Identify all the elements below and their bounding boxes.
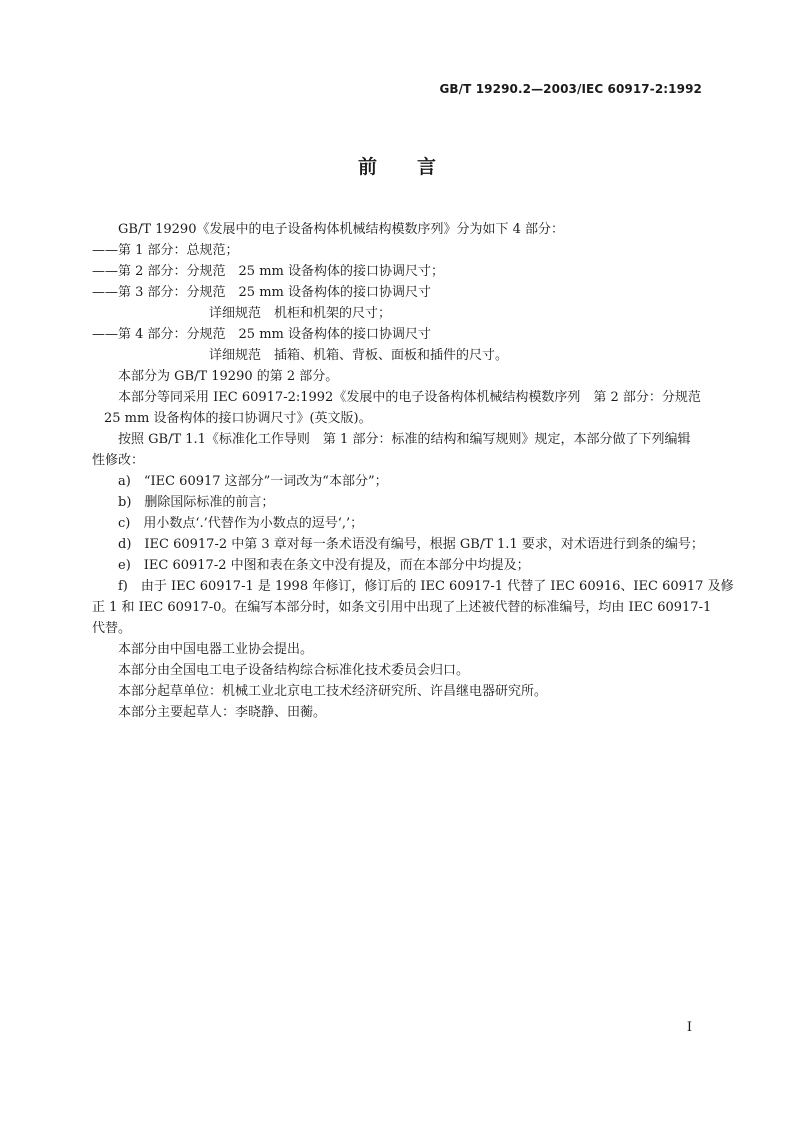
list-item-part-4: ——第 4 部分：分规范 25 mm 设备构体的接口协调尺寸 (92, 327, 431, 342)
preface-body (92, 219, 734, 723)
list-item-d: d) IEC 60917-2 中第 3 章对每一条术语没有编号，根据 GB/T 1.1 要求，对术语进行到条的编号； (118, 537, 704, 552)
list-item-f-cont: 代替。 (92, 621, 132, 636)
text-line: 本部分起草单位：机械工业北京电工技术经济研究所、许昌继电器研究所。 (118, 684, 548, 699)
text-line: 25 mm 设备构体的接口协调尺寸》(英文版)。 (104, 411, 372, 426)
list-item-part-1: ——第 1 部分：总规范； (92, 243, 239, 258)
list-item-a: a) “IEC 60917 这部分”一词改为“本部分”； (118, 474, 388, 489)
page-number: I (686, 1020, 692, 1035)
list-item-part-3-detail: 详细规范 机柜和机架的尺寸； (209, 306, 392, 321)
list-item-c: c) 用小数点‘.’代替作为小数点的逗号‘,’； (118, 516, 364, 531)
text-line: GB/T 19290《发展中的电子设备构体机械结构模数序列》分为如下 4 部分： (118, 222, 565, 237)
list-item-part-4-detail: 详细规范 插箱、机箱、背板、面板和插件的尺寸。 (209, 348, 509, 363)
text-line: 本部分主要起草人：李晓静、田蘅。 (118, 705, 327, 720)
text-line: 本部分由全国电工电子设备结构综合标准化技术委员会归口。 (118, 663, 470, 678)
page-title: 前言 (357, 156, 476, 178)
standard-number-header: GB/T 19290.2—2003/IEC 60917-2:1992 (439, 82, 702, 96)
text-line: 本部分由中国电器工业协会提出。 (118, 642, 314, 657)
text-line: 本部分为 GB/T 19290 的第 2 部分。 (118, 369, 339, 384)
list-item-part-3: ——第 3 部分：分规范 25 mm 设备构体的接口协调尺寸 (92, 285, 431, 300)
list-item-b: b) 删除国际标准的前言； (118, 495, 275, 510)
text-line: 本部分等同采用 IEC 60917-2:1992《发展中的电子设备构体机械结构模数序列 第 2 部分：分规范 (118, 390, 701, 405)
list-item-f-cont: 正 1 和 IEC 60917-0。在编写本部分时，如条文引用中出现了上述被代替的标准编号，均由 IEC 60917-1 (92, 600, 712, 615)
list-item-e: e) IEC 60917-2 中图和表在条文中没有提及，而在本部分中均提及； (118, 558, 530, 573)
list-item-f: f) 由于 IEC 60917-1 是 1998 年修订，修订后的 IEC 60917-1 代替了 IEC 60916、IEC 60917 及修 (118, 579, 734, 594)
text-line: 性修改： (92, 453, 145, 468)
text-line: 按照 GB/T 1.1《标准化工作导则 第 1 部分：标准的结构和编写规则》规定，本部分做了下列编辑 (118, 432, 691, 447)
list-item-part-2: ——第 2 部分：分规范 25 mm 设备构体的接口协调尺寸； (92, 264, 444, 279)
